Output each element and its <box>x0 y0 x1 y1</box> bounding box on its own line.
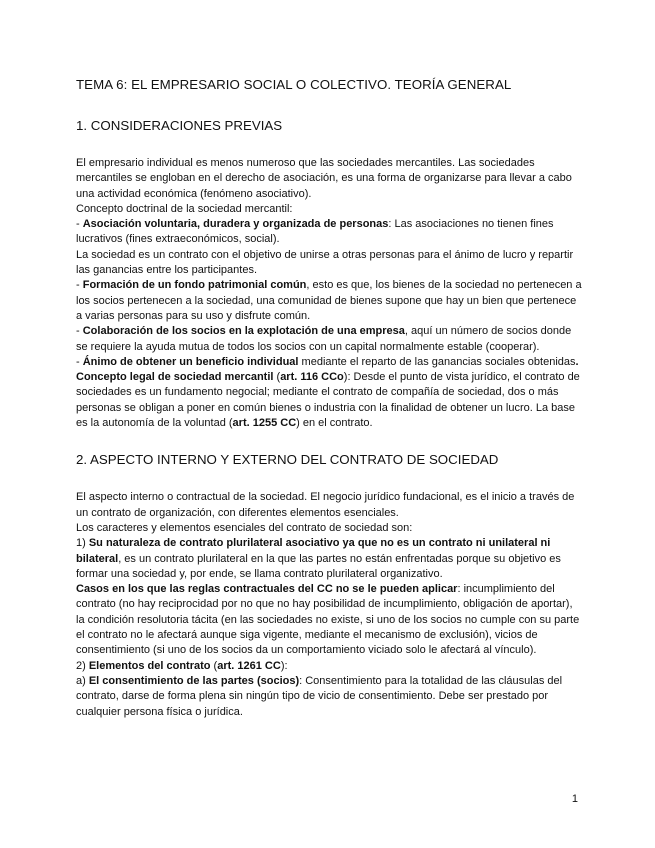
paragraph: Concepto doctrinal de la sociedad mercantil: <box>76 202 293 215</box>
item-text: : incumplimiento del contrato (no hay reciprocidad por no que no hay posibilidad de incumplimiento, obligación de aportar), la condición resolutoria tácita (en las sociedades no existe, si uno de los socios no cumple con su parte el contrato no le afectará aunque siga vigente, mediante el mecanismo de exclusión), vicios de consentimiento (si uno de los socios da un comportamiento viciado solo le afectará al vínculo). <box>76 583 580 657</box>
paragraph: El aspecto interno o contractual de la sociedad. El negocio jurídico fundacional, es el inicio a través de un contrato de organización, con diferentes elementos esenciales. <box>76 491 575 519</box>
bold-term: El consentimiento de las partes (socios) <box>88 674 300 687</box>
item-prefix: a) <box>76 674 89 687</box>
item-text: ( <box>210 659 218 672</box>
page-number: 1 <box>571 793 578 805</box>
document-page <box>76 76 582 720</box>
bold-term: art. 1255 CC <box>232 417 297 430</box>
list-item <box>76 536 582 582</box>
list-item <box>76 659 582 674</box>
bullet-text: , aquí un número de socios donde se requiere la ayuda mutua de todos los socios con un capital normalmente estable (cooperar). <box>76 325 572 353</box>
bullet-prefix: - <box>76 279 83 292</box>
list-item <box>76 674 582 720</box>
bullet-text: : Las asociaciones no tienen fines lucrativos (fines extraeconómicos, social). <box>76 218 554 246</box>
bullet-item <box>76 355 582 431</box>
bullet-text: ) en el contrato. <box>296 417 373 430</box>
paragraph: La sociedad es un contrato con el objetivo de unirse a otras personas para el ánimo de lucro y repartir las ganancias entre los participantes. <box>76 248 574 277</box>
bullet-prefix: - <box>76 218 83 231</box>
item-text: ): <box>280 659 288 672</box>
item-text: , es un contrato plurilateral en la que las partes no están enfrentadas porque su objetivo es formar una sociedad y, por ende, se llama contrato plurilateral organizativo. <box>76 552 561 580</box>
bullet-item <box>76 324 582 355</box>
section-1-heading: 1. CONSIDERACIONES PREVIAS <box>76 118 283 133</box>
bold-term: Asociación voluntaria, duradera y organizada de personas <box>82 218 389 231</box>
bold-term: Elementos del contrato <box>88 659 211 672</box>
document-title: TEMA 6: EL EMPRESARIO SOCIAL O COLECTIVO. TEORÍA GENERAL <box>76 77 512 92</box>
section-1-body <box>76 156 582 431</box>
bullet-item <box>76 278 582 324</box>
bold-term: . Concepto legal de sociedad mercantil <box>76 355 579 384</box>
bold-term: Su naturaleza de contrato plurilateral asociativo ya que no es un contrato ni unilateral ni bilateral <box>76 537 551 565</box>
paragraph <box>76 582 582 658</box>
bullet-text: ( <box>273 371 281 384</box>
paragraph: El empresario individual es menos numeroso que las sociedades mercantiles. Las sociedades mercantiles se engloban en el derecho de asociación, es una forma de organizarse para llevar a cabo una actividad económica (fenómeno asociativo). <box>76 157 572 200</box>
bullet-text: , esto es que, los bienes de la sociedad no pertenecen a los socios pertenecen a la sociedad, una comunidad de bienes supone que hay un bien que pertenece a varias personas para su uso y disfrute común. <box>76 279 582 322</box>
bullet-prefix: - <box>76 355 83 368</box>
bullet-text: mediante el reparto de las ganancias sociales obtenidas <box>298 355 576 368</box>
bold-term: Colaboración de los socios en la explotación de una empresa <box>82 325 405 338</box>
item-prefix: 2) <box>76 659 89 672</box>
bullet-text: ): Desde el punto de vista jurídico, el contrato de sociedades es un fundamento negocial; mediante el contrato de compañía de sociedad, dos o más personas se obligan a poner en común bienes o industria con la finalidad de obtener un lucro. La base es la autonomía de la voluntad ( <box>76 371 580 430</box>
bold-term: Formación de un fondo patrimonial común <box>82 279 307 292</box>
bold-term: art. 1261 CC <box>217 659 281 672</box>
bold-term: Ánimo de obtener un beneficio individual <box>82 355 299 368</box>
bullet-prefix: - <box>76 325 83 338</box>
section-2-heading: 2. ASPECTO INTERNO Y EXTERNO DEL CONTRATO DE SOCIEDAD <box>76 452 499 468</box>
item-prefix: 1) <box>76 537 89 550</box>
item-text: : Consentimiento para la totalidad de las cláusulas del contrato, darse de forma plena sin ningún tipo de vicio de consentimiento. Debe ser prestado por cualquier persona física o jurídica. <box>76 674 563 718</box>
bullet-item <box>76 217 582 248</box>
bold-term: art. 116 CCo <box>280 371 344 384</box>
section-2-body <box>76 490 582 719</box>
paragraph: Los caracteres y elementos esenciales del contrato de sociedad son: <box>76 521 413 534</box>
bold-term: Casos en los que las reglas contractuales del CC no se le pueden aplicar <box>76 583 458 596</box>
